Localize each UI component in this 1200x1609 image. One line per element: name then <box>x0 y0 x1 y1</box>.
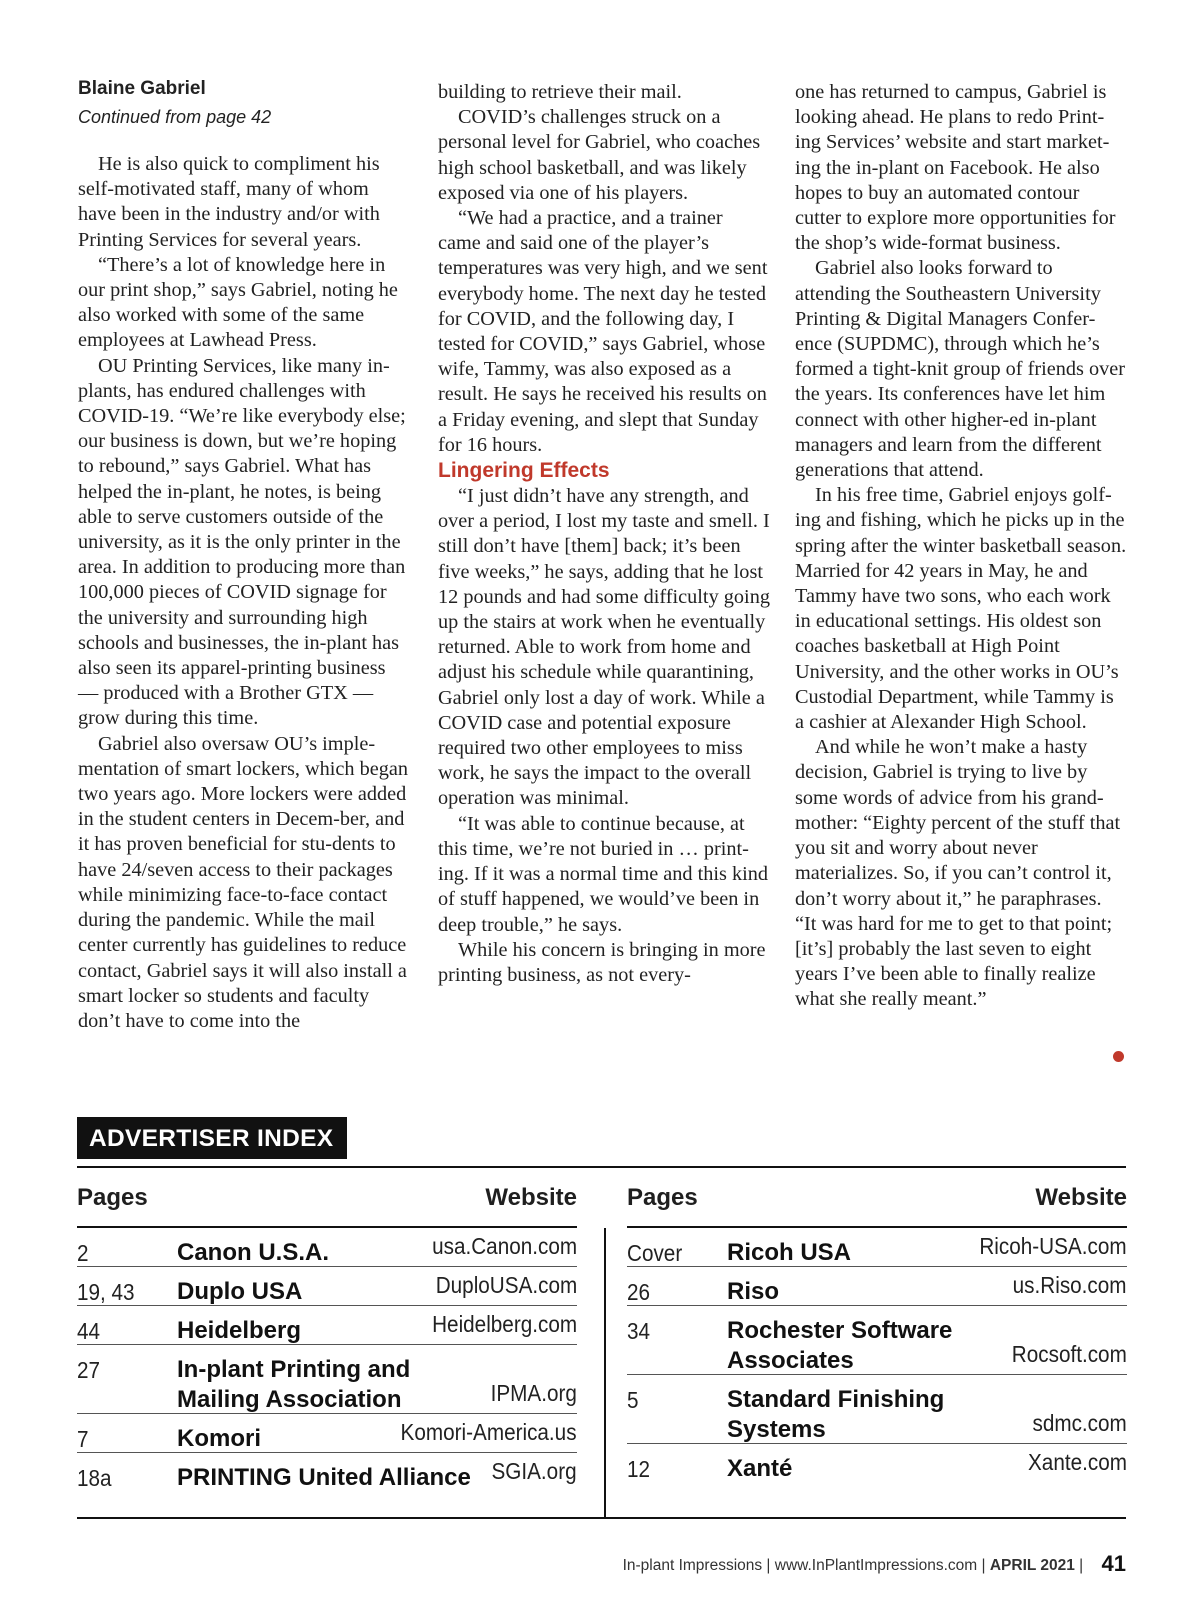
table-row <box>77 1414 577 1453</box>
footer-separator: | <box>1079 1557 1084 1574</box>
paragraph: OU Printing Services, like many in-plants, has endured challenges with COVID-19. “We’re like everybody else; our business is down, but we’re hoping to rebound,” says Gabriel. What has helped the in-plant, he notes, is being able to serve customers outside of the university, as it is the only printer in the area. In addition to producing more than 100,000 pieces of COVID signage for the university and surrounding high schools and businesses, the in-plant has also seen its apparel-printing business — produced with a Brother GTX — grow during this time. <box>78 354 406 730</box>
row-website[interactable]: us.Riso.com <box>1013 1272 1127 1298</box>
paragraph: “I just didn’t have any strength, and over a period, I lost my taste and smell. I still don’t have [them] back; it’s been five weeks,” he says, adding that he lost 12 pounds and had some difficulty going up the stairs at work when he eventually returned. Able to work from home and adjust his schedule while quarantining, Gabriel only lost a day of work. While a COVID case and potential exposure required two other employees to miss work, he says the impact to the overall operation was minimal. <box>438 485 770 810</box>
paragraph: “We had a practice, and a trainer came and said one of the player’s temperatures was very high, and we sent everybody home. The next day he tested for COVID, and the following day, I tested for COVID,” says Gabriel, whose wife, Tammy, was also exposed as a result. He says he received his results on a Friday evening, and slept that Sunday for 16 hours. <box>438 207 768 456</box>
table-row <box>77 1453 577 1491</box>
row-page: 19, 43 <box>77 1279 135 1305</box>
paragraph-continued: building to retrieve their mail. <box>438 81 682 103</box>
subhead: Lingering Effects <box>438 459 610 483</box>
row-advertiser: Standard Finishing Systems <box>727 1386 945 1443</box>
article-body <box>78 78 1126 1068</box>
table-row <box>77 1345 577 1414</box>
table-row <box>77 1267 577 1306</box>
row-advertiser: Riso <box>727 1278 780 1305</box>
table-row <box>627 1267 1127 1306</box>
row-page: Cover <box>627 1240 683 1266</box>
row-website[interactable]: DuploUSA.com <box>435 1272 577 1298</box>
row-website[interactable]: sdmc.com <box>1032 1410 1127 1436</box>
paragraph-continued: one has returned to campus, Gabriel is looking ahead. He plans to redo Print-ing Services’ website and start market-ing the in-plant on Facebook. He also hopes to buy an automated contour cutter to explore more opportunities for the shop’s wide-format business. <box>795 81 1116 255</box>
row-advertiser: Rochester Software Associates <box>727 1317 953 1374</box>
paragraph: “There’s a lot of knowledge here in our print shop,” says Gabriel, noting he also worked with some of the same employees at Lawhead Press. <box>78 253 398 352</box>
row-website[interactable]: Komori-America.us <box>401 1419 577 1445</box>
row-website[interactable]: SGIA.org <box>491 1458 577 1484</box>
advertiser-table-right <box>627 1168 1127 1482</box>
divider <box>77 1517 1126 1519</box>
footer-publication: In-plant Impressions | www.InPlantImpressions.com | <box>622 1557 986 1574</box>
divider <box>604 1228 606 1517</box>
row-page: 5 <box>627 1387 639 1413</box>
table-row <box>627 1228 1127 1267</box>
row-website[interactable]: Rocsoft.com <box>1011 1341 1127 1367</box>
article-column-3 <box>795 80 1127 1013</box>
paragraph: “It was able to continue because, at this time, we’re not buried in … print-ing. If it was a normal time and this kind of stuff happened, we would’ve been in deep trouble,” he says. <box>438 812 769 936</box>
row-website[interactable]: Heidelberg.com <box>432 1311 577 1337</box>
row-advertiser: In-plant Printing and Mailing Association <box>177 1356 411 1413</box>
table-header <box>627 1168 1127 1228</box>
row-advertiser: Xanté <box>727 1455 793 1482</box>
paragraph: He is also quick to compliment his self-motivated staff, many of whom have been in the industry and/or with Printing Services for several years. <box>78 153 380 251</box>
row-advertiser: Ricoh USA <box>727 1239 852 1266</box>
row-page: 27 <box>77 1357 101 1383</box>
table-row <box>627 1306 1127 1375</box>
row-page: 44 <box>77 1318 101 1344</box>
table-row <box>77 1306 577 1345</box>
table-row <box>77 1228 577 1267</box>
paragraph: COVID’s challenges struck on a personal level for Gabriel, who coaches high school basketball, and was likely exposed via one of his players. <box>438 106 761 204</box>
row-page: 34 <box>627 1318 651 1344</box>
website-header: Website <box>1035 1184 1127 1211</box>
website-header: Website <box>485 1184 577 1211</box>
table-header <box>77 1168 577 1228</box>
article-column-1 <box>78 78 410 1034</box>
row-advertiser: PRINTING United Alliance <box>177 1464 471 1491</box>
row-page: 18a <box>77 1465 112 1491</box>
row-page: 7 <box>77 1426 89 1452</box>
article-column-2 <box>438 80 770 988</box>
row-page: 26 <box>627 1279 651 1305</box>
table-row <box>627 1444 1127 1482</box>
row-page: 12 <box>627 1456 651 1482</box>
row-website[interactable]: Xante.com <box>1028 1449 1127 1475</box>
paragraph: And while he won’t make a hasty decision, Gabriel is trying to live by some words of advice from his grand-mother: “Eighty percent of the stuff that you sit and worry about never materializes. So, if you can’t control it, don’t worry about it,” he paraphrases. “It was hard for me to get to that point; [it’s] probably the last seven to eight years I’ve been able to finally realize what she really meant.” <box>795 736 1121 1011</box>
row-advertiser: Komori <box>177 1425 261 1452</box>
row-website[interactable]: Ricoh-USA.com <box>979 1233 1127 1259</box>
row-advertiser: Canon U.S.A. <box>177 1239 330 1266</box>
paragraph: Gabriel also oversaw OU’s imple-mentation of smart lockers, which began two years ago. More lockers were added in the student centers in Decem-ber, and it has proven beneficial for stu-dents to have 24/seven access to their packages while minimizing face-to-face contact during the pandemic. While the mail center currently has guidelines to reduce contact, Gabriel says it will also install a smart locker so students and faculty don’t have to come into the <box>78 732 409 1032</box>
advertiser-index-title: ADVERTISER INDEX <box>77 1117 347 1159</box>
row-page: 2 <box>77 1240 89 1266</box>
table-row <box>627 1375 1127 1444</box>
paragraph: Gabriel also looks forward to attending the Southeastern University Printing & Digital Managers Confer-ence (SUPDMC), through which he’s formed a tight-knit group of friends over the years. Its conferences have let him connect with other higher-ed in-plant managers and learn from the different generations that attend. <box>795 257 1126 482</box>
byline-name: Blaine Gabriel <box>78 78 206 99</box>
row-advertiser: Duplo USA <box>177 1278 303 1305</box>
end-mark-icon <box>1113 1051 1124 1062</box>
pages-header: Pages <box>627 1184 698 1211</box>
footer-issue-date: APRIL 2021 <box>989 1557 1075 1574</box>
pages-header: Pages <box>77 1184 148 1211</box>
row-website[interactable]: usa.Canon.com <box>432 1233 577 1259</box>
row-website[interactable]: IPMA.org <box>490 1380 577 1406</box>
paragraph: While his concern is bringing in more printing business, as not every- <box>438 938 766 986</box>
paragraph: In his free time, Gabriel enjoys golf-ing and fishing, which he picks up in the spring after the winter basketball season. Married for 42 years in May, he and Tammy have two sons, who each work in educational settings. His oldest son coaches basketball at High Point University, and the other works in OU’s Custodial Department, while Tammy is a cashier at Alexander High School. <box>795 484 1127 734</box>
continued-note: Continued from page 42 <box>78 107 272 127</box>
page-number: 41 <box>1101 1551 1126 1576</box>
page-footer <box>623 1550 1126 1576</box>
advertiser-table-left <box>77 1168 577 1491</box>
row-advertiser: Heidelberg <box>177 1317 302 1344</box>
